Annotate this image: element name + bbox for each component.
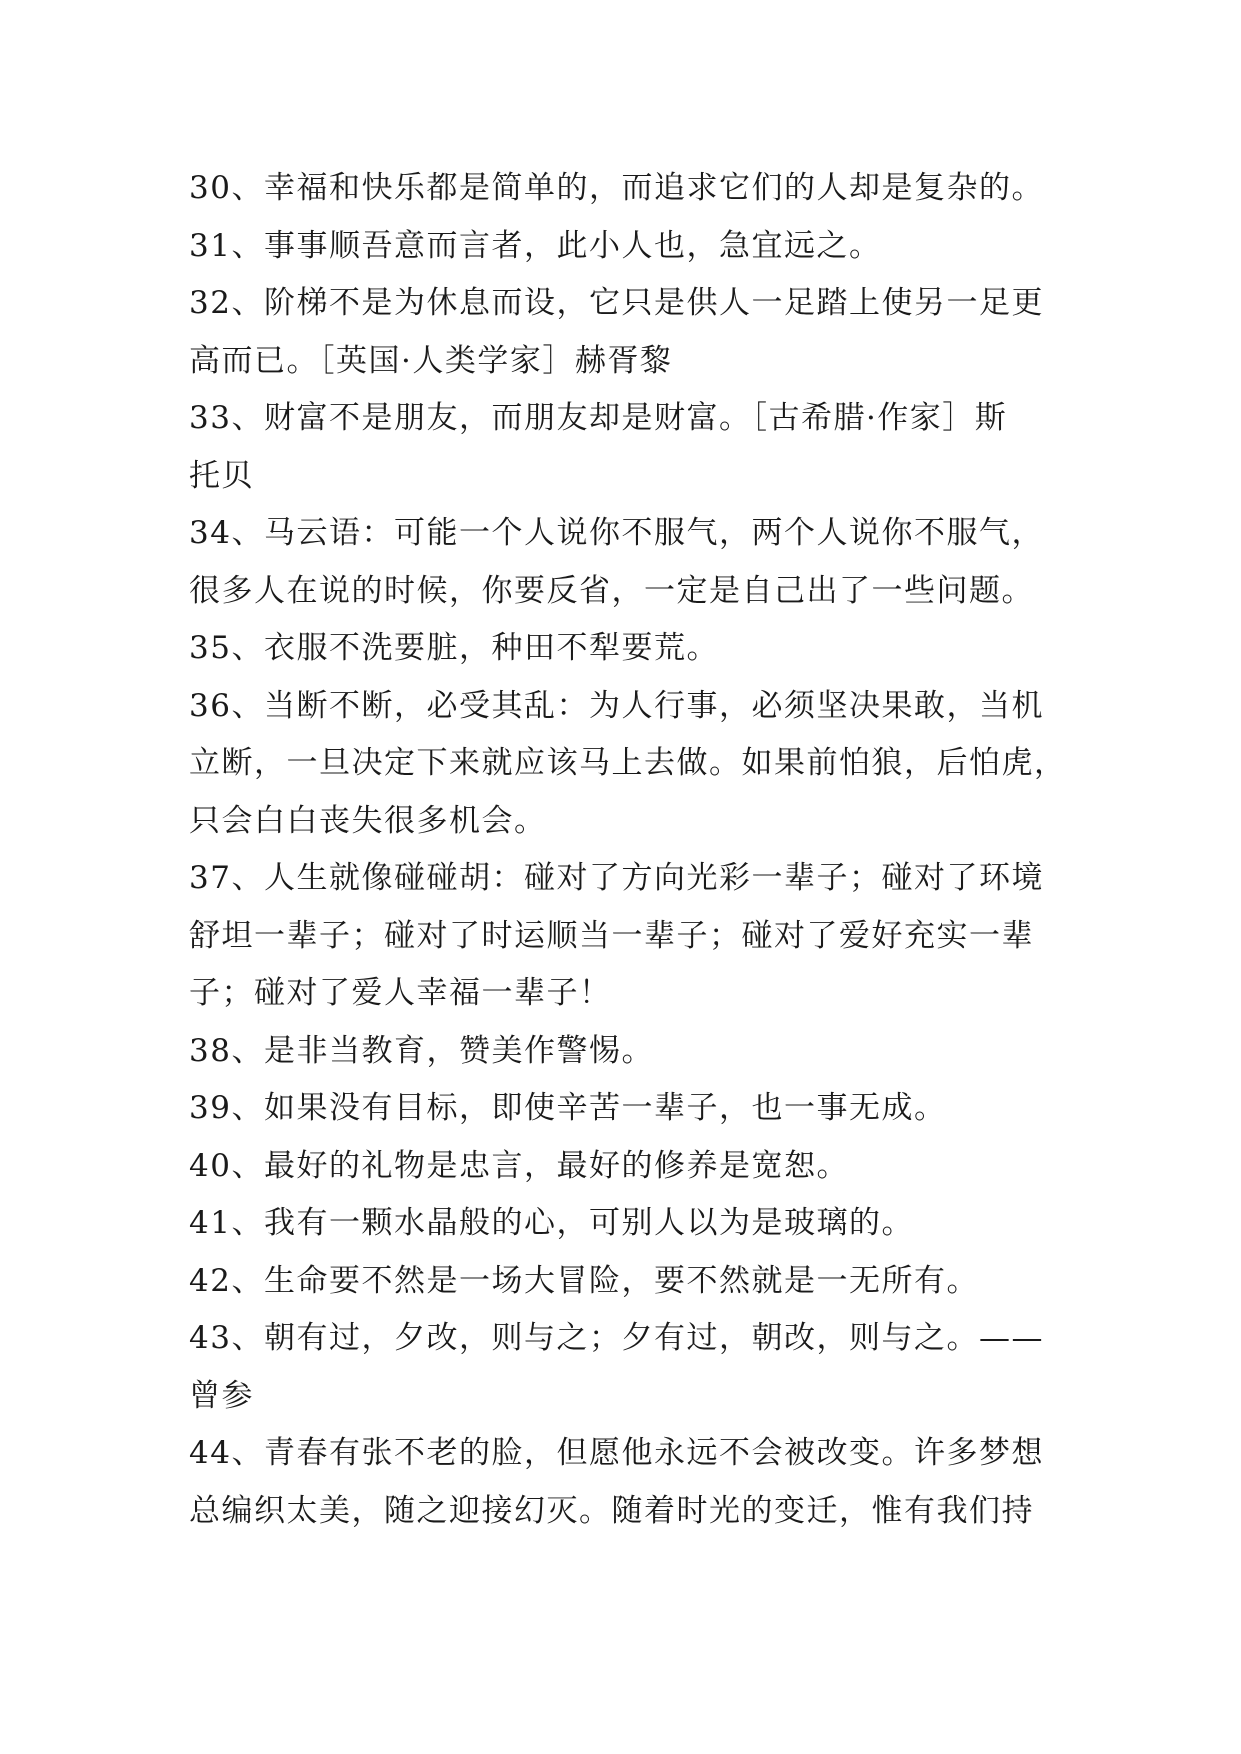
- text-line: 33、财富不是朋友，而朋友却是财富。［古希腊·作家］斯: [189, 400, 1008, 436]
- text-line: 43、朝有过，夕改，则与之；夕有过，朝改，则与之。——: [189, 1320, 1044, 1356]
- text-line: 托贝: [189, 457, 254, 494]
- text-line: 35、衣服不洗要脏，种田不犁要荒。: [189, 630, 719, 666]
- text-line: 高而已。［英国·人类学家］赫胥黎: [189, 342, 673, 379]
- text-line: 38、是非当教育，赞美作警惕。: [189, 1032, 654, 1069]
- text-line: 39、如果没有目标，即使辛苦一辈子，也一事无成。: [189, 1090, 947, 1126]
- text-line: 40、最好的礼物是忠言，最好的修养是宽恕。: [189, 1147, 849, 1184]
- text-line: 44、青春有张不老的脸，但愿他永远不会被改变。许多梦想: [189, 1435, 1044, 1471]
- text-line: 41、我有一颗水晶般的心，可别人以为是玻璃的。: [189, 1205, 914, 1241]
- text-line: 32、阶梯不是为休息而设，它只是供人一足踏上使另一足更: [189, 285, 1044, 321]
- text-line: 很多人在说的时候，你要反省，一定是自己出了一些问题。: [189, 572, 1034, 609]
- text-line: 舒坦一辈子；碰对了时运顺当一辈子；碰对了爱好充实一辈: [189, 917, 1034, 954]
- text-line: 只会白白丧失很多机会。: [189, 802, 547, 839]
- text-line: 总编织太美，随之迎接幻灭。随着时光的变迁，惟有我们持: [189, 1492, 1034, 1529]
- text-line: 36、当断不断，必受其乱：为人行事，必须坚决果敢，当机: [189, 687, 1044, 724]
- text-line: 子；碰对了爱人幸福一辈子！: [189, 975, 612, 1011]
- text-line: 30、幸福和快乐都是简单的，而追求它们的人却是复杂的。: [189, 170, 1044, 206]
- text-line: 34、马云语：可能一个人说你不服气，两个人说你不服气，: [189, 515, 1044, 551]
- text-line: 立断，一旦决定下来就应该马上去做。如果前怕狼，后怕虎，: [189, 745, 1067, 781]
- text-line: 曾参: [189, 1377, 254, 1414]
- text-line: 42、生命要不然是一场大冒险，要不然就是一无所有。: [189, 1262, 979, 1299]
- text-line: 37、人生就像碰碰胡：碰对了方向光彩一辈子；碰对了环境: [189, 860, 1044, 896]
- text-line: 31、事事顺吾意而言者，此小人也，急宜远之。: [189, 227, 882, 264]
- quote-list: [189, 160, 1089, 1540]
